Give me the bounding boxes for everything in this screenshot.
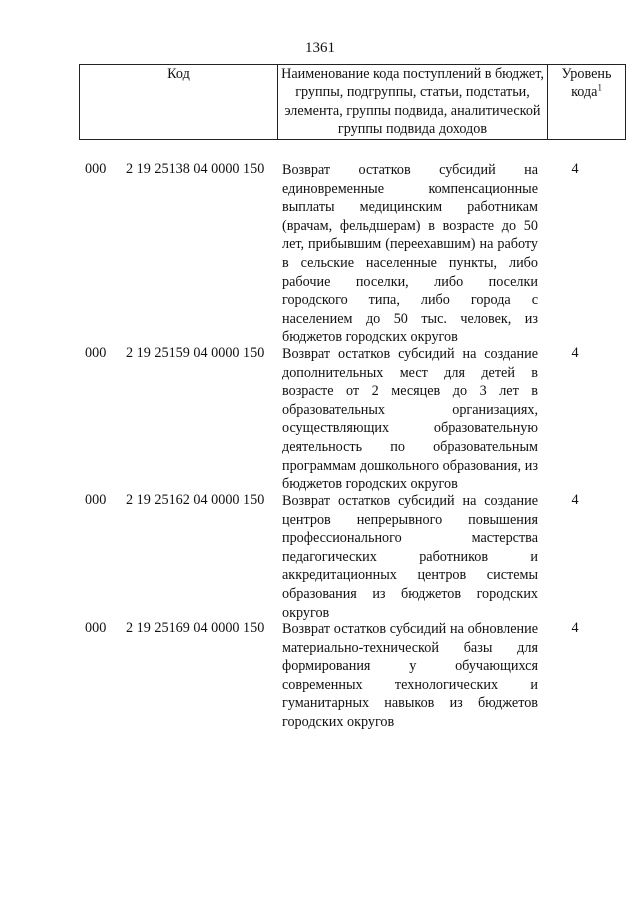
header-name: Наименование кода поступлений в бюджет, группы, подгруппы, статьи, подстатьи, элемента, группы подвида, аналитической группы подвида доходов bbox=[278, 65, 548, 140]
page-number: 1361 bbox=[305, 40, 335, 56]
admin-code: 000 bbox=[85, 161, 107, 177]
code-level: 4 bbox=[571, 492, 579, 508]
revenue-name: Возврат остатков субсидий на единовременные компенсационные выплаты медицинским работникам (врачам, фельдшерам) в возрасте до 50 лет, прибывшим (переехавшим) на работу в сельские населенные пункты, либо рабочие поселки, либо поселки городского типа, либо города с населением до 50 тыс. человек, из бюджетов городских округов bbox=[282, 162, 538, 346]
revenue-code: 2 19 25159 04 0000 150 bbox=[126, 345, 265, 361]
revenue-name: Возврат остатков субсидий на создание дополнительных мест для детей в возрасте от 2 месяцев до 3 лет в образовательных организациях, осуществляющих образовательную деятельность по образовательным программам дошкольного образования, из бюджетов городских округов bbox=[282, 346, 538, 493]
header-level-footnote: 1 bbox=[597, 82, 602, 93]
revenue-name: Возврат остатков субсидий на создание центров непрерывного повышения профессионального мастерства педагогических работников и аккредитационных центров системы образования из бюджетов городских округов bbox=[282, 493, 538, 621]
header-code: Код bbox=[80, 65, 278, 140]
admin-code: 000 bbox=[85, 345, 107, 361]
table-header bbox=[79, 64, 626, 140]
revenue-code: 2 19 25138 04 0000 150 bbox=[126, 161, 265, 177]
admin-code: 000 bbox=[85, 620, 107, 636]
header-row bbox=[80, 65, 626, 140]
revenue-name: Возврат остатков субсидий на обновление материально-технической базы для формирования у обучающихся современных технологических и гуманитарных навыков из бюджетов городских округов bbox=[282, 621, 538, 730]
header-level: Уровень кода bbox=[561, 66, 612, 101]
code-level: 4 bbox=[571, 620, 579, 636]
code-level: 4 bbox=[571, 345, 579, 361]
admin-code: 000 bbox=[85, 492, 107, 508]
code-level: 4 bbox=[571, 161, 579, 177]
header-level-cell bbox=[548, 65, 626, 140]
revenue-code: 2 19 25169 04 0000 150 bbox=[126, 620, 265, 636]
revenue-code: 2 19 25162 04 0000 150 bbox=[126, 492, 265, 508]
